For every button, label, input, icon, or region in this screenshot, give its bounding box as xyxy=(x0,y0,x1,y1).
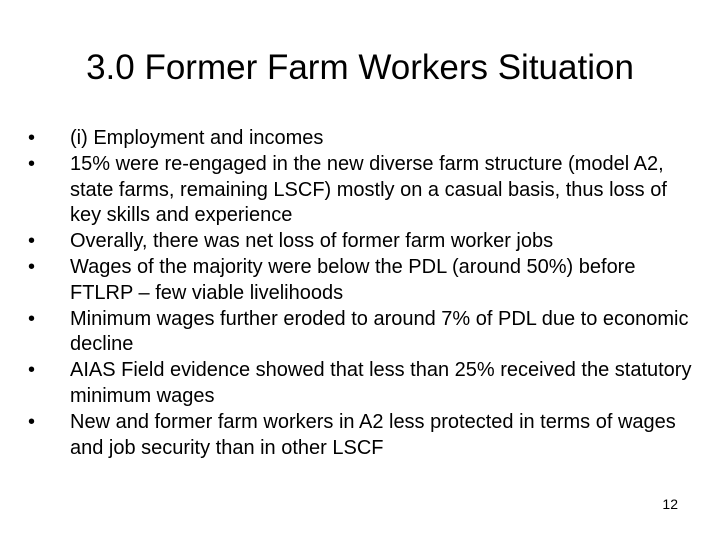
bullet-icon: • xyxy=(28,255,36,278)
bullet-text: AIAS Field evidence showed that less than 25% received the statutory minimum wages xyxy=(70,359,692,407)
bullet-item xyxy=(28,229,696,255)
bullet-text: New and former farm workers in A2 less protected in terms of wages and job security than in other LSCF xyxy=(70,410,676,459)
bullet-text: Minimum wages further eroded to around 7% of PDL due to economic decline xyxy=(70,307,689,356)
bullet-icon: • xyxy=(28,127,36,149)
bullet-text: (i) Employment and incomes xyxy=(70,127,324,149)
bullet-icon: • xyxy=(28,230,36,253)
bullet-icon: • xyxy=(28,359,36,382)
bullet-text: Wages of the majority were below the PDL (around 50%) before FTLRP – few viable livelihoods xyxy=(70,255,636,304)
bullet-item xyxy=(28,126,696,152)
bullet-text: 15% were re-engaged in the new diverse farm structure (model A2, state farms, remaining LSCF) mostly on a casual basis, thus loss of key skills and experience xyxy=(70,152,667,227)
bullet-list xyxy=(28,126,696,461)
page-number: 12 xyxy=(662,496,678,512)
bullet-item xyxy=(28,410,696,462)
bullet-icon: • xyxy=(28,152,36,175)
bullet-text: Overally, there was net loss of former farm worker jobs xyxy=(70,230,554,253)
bullet-item xyxy=(28,358,696,410)
bullet-icon: • xyxy=(28,307,36,330)
slide-title: 3.0 Former Farm Workers Situation xyxy=(86,48,634,87)
bullet-item xyxy=(28,152,696,229)
bullet-icon: • xyxy=(28,410,36,433)
bullet-item xyxy=(28,255,696,307)
bullet-item xyxy=(28,307,696,359)
